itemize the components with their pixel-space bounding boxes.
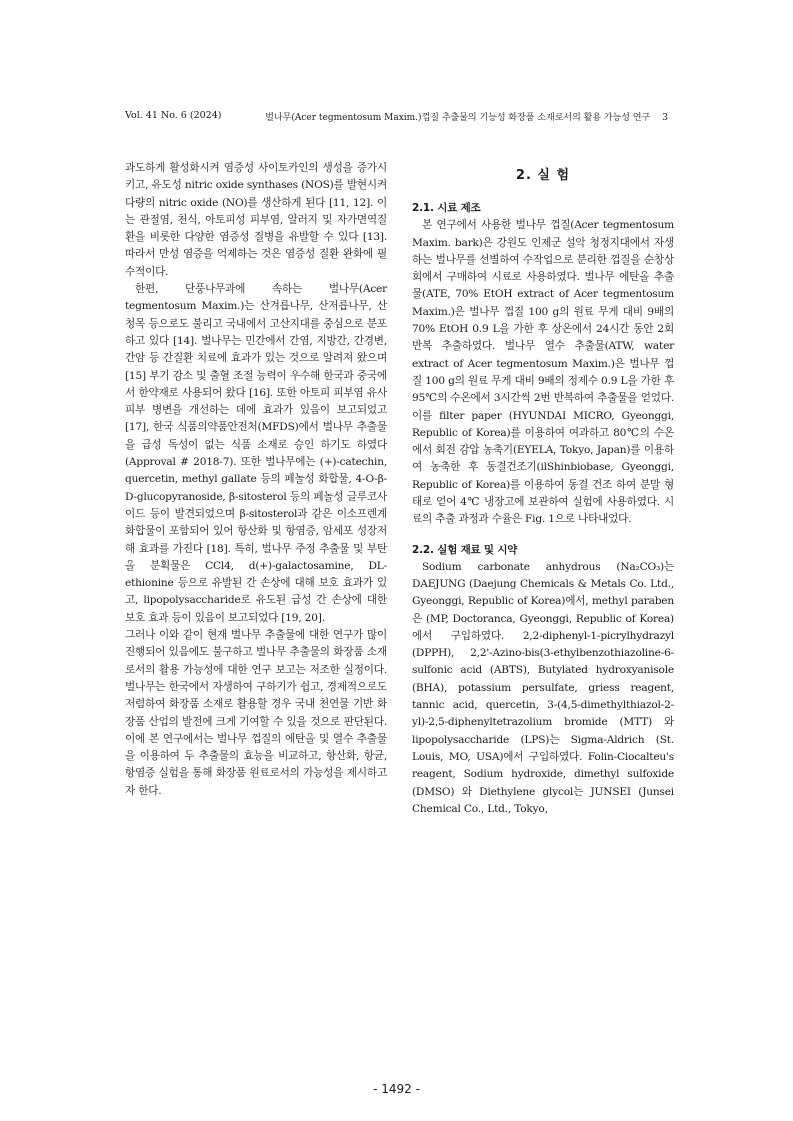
running-header — [125, 110, 668, 124]
right-column — [412, 167, 674, 818]
paragraph-inflammation: 과도하게 활성화시켜 염증성 사이토카인의 생성을 증가시키고, 유도성 nitric oxide synthases (NOS)를 발현시켜 다량의 nitric oxide (NO)를 생산하게 된다 [11, 12]. 이는 관절염, 천식, 아토피성 피부염, 알러지 및 자가면역질환을 비롯한 다양한 염증성 질병을 유발할 수 있다 [13]. 따라서 만성 염증을 억제하는 것은 염증성 질환 완화에 필수적이다. — [125, 162, 387, 278]
section-title-experiment: 2. 실 험 — [515, 168, 571, 183]
journal-volume: Vol. 41 No. 6 (2024) — [125, 110, 222, 121]
running-title-text: 벌나무(Acer tegmentosum Maxim.)껍질 추출물의 기능성 화장품 소재로서의 활용 가능성 연구 — [265, 113, 651, 123]
paragraph-sample-prep: 본 연구에서 사용한 벌나무 껍질(Acer tegmentosum Maxim. bark)은 강원도 인제군 설악 청정지대에서 자생하는 벌나무를 선별하여 수작업으로 분리한 껍질을 순창상회에서 구매하여 시료로 사용하였다. 벌나무 에탄올 추출물(ATE, 70% EtOH extract of Acer tegmentosum Maxim.)은 벌나무 껍질 100 g의 원료 무게 대비 9배의 70% EtOH 0.9 L을 가한 후 상온에서 24시간 동안 2회 반복 추출하였다. 벌나무 열수 추출물(ATW, water extract of Acer tegmentosum Maxim.)은 벌나무 껍질 100 g의 원료 무게 대비 9배의 정제수 0.9 L을 가한 후 95℃의 수온에서 3시간씩 2번 반복하여 추출물을 얻었다. 이를 filter paper (HYUNDAI MICRO, Gyeonggi, Republic of Korea)를 이용하여 여과하고 80℃의 수온에서 회전 감압 농축기(EYELA, Tokyo, Japan)를 이용하여 농축한 후 동결건조기(ilShinbiobase, Gyeonggi, Republic of Korea)를 이용하여 동결 건조 하여 분말 형태로 얻어 4℃ 냉장고에 보관하여 실험에 사용하였다. 시료의 추출 과정과 수율은 Fig. 1으로 나타내었다. — [412, 219, 674, 526]
subsection-title-sample-prep: 2.1. 시료 제조 — [412, 202, 481, 215]
paragraph-materials: Sodium carbonate anhydrous (Na₂CO₃)는 DAEJUNG (Daejung Chemicals & Metals Co. Ltd., Gyeonggi, Republic of Korea)에서, methyl paraben은 (MP, Doctoranca, Gyeonggi, Republic of Korea)에서 구입하였다. 2,2-diphenyl-1-picrylhydrazyl (DPPH), 2,2'-Azino-bis(3-ethylbenzothiazoline-6-sulfonic acid (ABTS), Butylated hydroxyanisole (BHA), potassium persulfate, griess reagent, tannic acid, quercetin, 3-(4,5-dimethylthiazol-2-yl)-2,5-diphenyltetrazolium bromide (MTT) 와 lipopolysaccharide (LPS)는 Sigma-Aldrich (St. Louis, MO, USA)에서 구입하였다. Folin-Ciocalteu's reagent, Sodium hydroxide, dimethyl sulfoxide (DMSO) 와 Diethylene glycol는 JUNSEI (Junsei Chemical Co., Ltd., Tokyo, — [412, 560, 674, 815]
paragraph-study-purpose: 그러나 이와 같이 현재 벌나무 추출물에 대한 연구가 많이 진행되어 있음에도 불구하고 벌나무 추출물의 화장품 소재로서의 활용 가능성에 대한 연구 보고는 저조한 실정이다. 벌나무는 한국에서 자생하여 구하기가 쉽고, 경제적으로도 저렴하여 화장품 소재로 활용할 경우 국내 천연물 기반 화장품 산업의 발전에 크게 기여할 수 있을 것으로 판단된다. 이에 본 연구에서는 벌나무 껍질의 에탄올 및 열수 추출물을 이용하여 두 추출물의 효능을 비교하고, 항산화, 항균, 항염증 실험을 통해 화장품 원료로서의 가능성을 제시하고자 한다. — [125, 629, 387, 797]
header-page-number: 3 — [662, 113, 668, 123]
page-footer-number: - 1492 - — [373, 1082, 420, 1096]
left-column — [125, 160, 387, 800]
running-title — [265, 110, 668, 123]
paragraph-acer-background: 한편, 단풍나무과에 속하는 벌나무(Acer tegmentosum Maxim.)는 산겨릅나무, 산저릅나무, 산청목 등으로도 불리고 국내에서 고산지대를 중심으로 분포하고 있다 [14]. 벌나무는 민간에서 간염, 지방간, 간경변, 간암 등 간질환 치료에 효과가 있는 것으로 알려져 왔으며 [15] 부기 감소 및 출혈 조절 능력이 우수해 한국과 중국에서 한약재로 사용되어 왔다 [16]. 또한 아토피 피부염 유사 피부 병변을 개선하는 데에 효과가 있음이 보고되었고 [17], 한국 식품의약품안전처(MFDS)에서 벌나무 추출물을 급성 독성이 없는 식품 소재로 승인 하기도 하였다 (Approval # 2018-7). 또한 벌나무에는 (+)-catechin, quercetin, methyl gallate 등의 페놀성 화합물, 4-O-β-D-glucopyranoside, β-sitosterol 등의 페놀성 글루코사이드 등이 발견되었으며 β-sitosterol과 같은 이소프렌계 화합물이 포함되어 있어 항산화 및 항염증, 암세포 성장저해 효과를 가진다 [18]. 특히, 벌나무 주정 추출물 및 부탄올 분획물은 CCl4, d(+)-galactosamine, DL-ethionine 등으로 유발된 간 손상에 대해 보호 효과가 있고, lipopolysaccharide로 유도된 급성 간 손상에 대한 보호 효과 등이 있음이 보고되었다 [19, 20]. — [125, 283, 387, 624]
spacer — [412, 529, 674, 542]
subsection-title-materials: 2.2. 실험 재료 및 시약 — [412, 543, 518, 556]
